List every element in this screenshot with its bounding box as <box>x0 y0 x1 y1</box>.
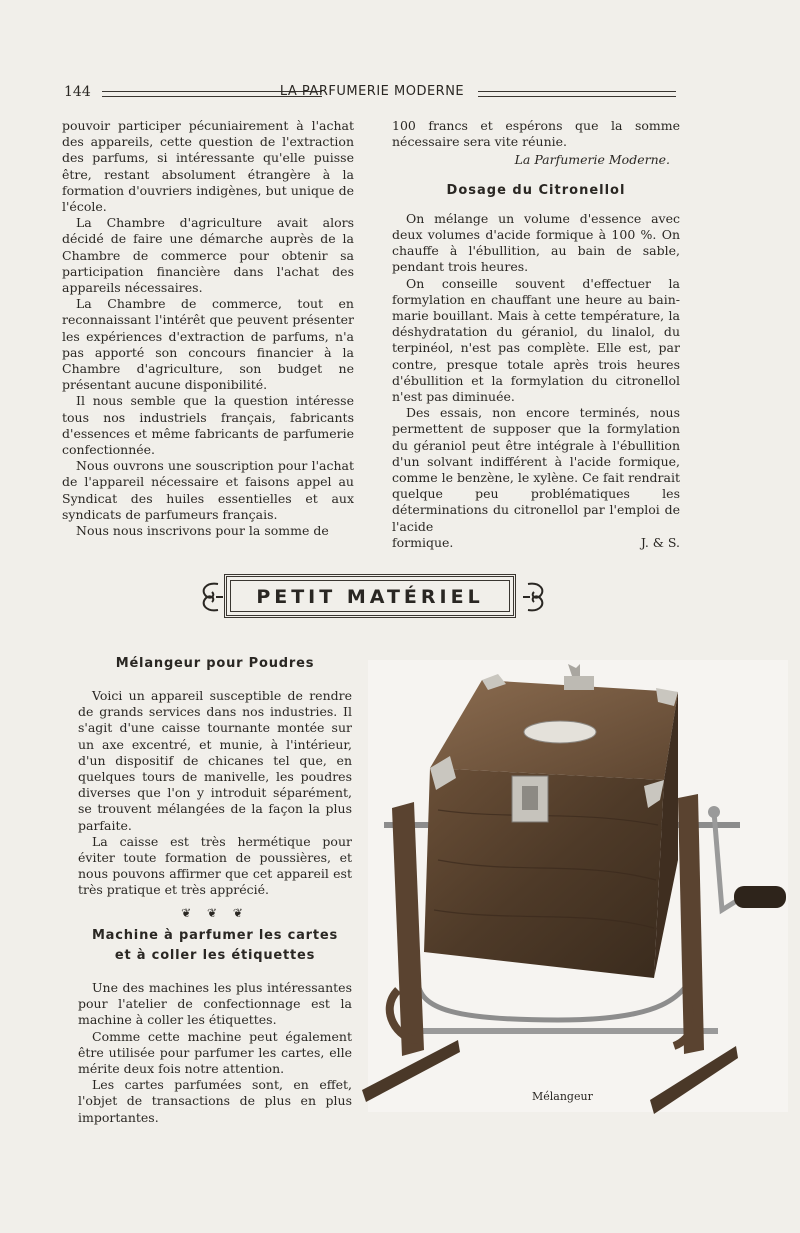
signature: La Parfumerie Moderne. <box>514 152 670 168</box>
page-number: 144 <box>64 84 91 100</box>
paragraph: Voici un appareil susceptible de rendre de grands services dans nos industries. Il s'agit d'une caisse tournante montée sur un axe excentré, et munie, à l'intérieur, d'un dispositif de chicanes tel que, en quelques tours de manivelle, les poudres diverses que l'on y introduit séparément, se trouvent mélangées de la façon la plus parfaite. <box>78 688 352 833</box>
paragraph: Des essais, non encore terminés, nous permettent de supposer que la formylation du géraniol peut être intégrale à l'ébullition d'un solvant indifférent à l'acide formique, comme le benzène, le xylène. Ce fait rendrait quelque peu problématiques les déterminations du citronellol par l'emploi de l'acide <box>392 405 680 534</box>
title-line: et à coller les étiquettes <box>114 948 316 963</box>
title-line: Machine à parfumer les cartes <box>91 928 339 943</box>
running-title: LA PARFUMERIE MODERNE <box>279 84 465 99</box>
paragraph: Comme cette machine peut également être utilisée pour parfumer les cartes, elle mérite deux fois notre attention. <box>78 1028 352 1077</box>
melangeur-illustration <box>358 660 792 1120</box>
machine-section <box>78 926 352 1126</box>
paragraph: La Chambre d'agriculture avait alors décidé de faire une démarche auprès de la Chambre de commerce pour obtenir sa participation financière dans l'achat des appareils nécessaires. <box>62 215 354 296</box>
paragraph: Nous ouvrons une souscription pour l'achat de l'appareil nécessaire et faisons appel au Syndicat des huiles essentielles et aux syndicats de parfumeurs français. <box>62 458 354 522</box>
paragraph: On conseille souvent d'effectuer la formylation en chauffant une heure au bain-marie bouillant. Mais à cette température, la déshydratation du géraniol, du linalol, du terpinéol, n'est pas complète. Elle est, par contre, presque totale après trois heures d'ébullition et la formylation du citronellol n'est pas diminuée. <box>392 275 680 405</box>
paragraph: Il nous semble que la question intéresse tous nos industriels français, fabricants d'essences et même fabricants de parfumerie confectionnée. <box>62 393 354 458</box>
fleuron-divider: ❦ ❦ ❦ <box>181 905 249 920</box>
paragraph: Les cartes parfumées sont, en effet, l'objet de transactions de plus en plus importantes. <box>78 1077 352 1125</box>
header-rule-right <box>478 91 676 97</box>
left-column <box>62 118 354 539</box>
section-title-machine <box>78 926 352 966</box>
author-initials: J. & S. <box>640 534 680 550</box>
paragraph: Une des machines les plus intéressantes pour l'atelier de confectionnage est la machine à coller les étiquettes. <box>78 980 352 1028</box>
right-column <box>392 118 680 551</box>
paragraph: On mélange un volume d'essence avec deux volumes d'acide formique à 100 %. On chauffe à l'ébullition, au bain de sable, pendant trois heures. <box>392 210 680 275</box>
closing-line <box>392 535 680 551</box>
section-title-citronellol: Dosage du Citronellol <box>446 182 626 198</box>
running-head <box>60 84 680 104</box>
banner-label: PETIT MATÉRIEL <box>256 586 484 608</box>
last-word: formique. <box>392 534 454 550</box>
figure-caption: Mélangeur <box>532 1090 593 1103</box>
section-title-melangeur: Mélangeur pour Poudres <box>115 656 315 671</box>
paragraph: La caisse est très hermétique pour éviter toute formation de poussières, et nous pouvons affirmer que cet appareil est très pratique et très apprécié. <box>78 833 352 898</box>
paragraph: 100 francs et espérons que la somme nécessaire sera vite réunie. <box>392 118 680 150</box>
scroll-ornament-icon <box>196 580 224 614</box>
melangeur-section <box>78 654 352 921</box>
scroll-ornament-icon <box>522 580 550 614</box>
paragraph: La Chambre de commerce, tout en reconnaissant l'intérêt que peuvent présenter les expériences d'extraction de parfums, n'a pas apporté son concours financier à la Chambre d'agriculture, son budget ne présentant aucune disponibilité. <box>62 296 354 393</box>
paragraph: pouvoir participer pécuniairement à l'achat des appareils, cette question de l'extraction des parfums, si intéressante qu'elle puisse être, restant absolument étrangère à la formation d'ouvriers indigènes, but unique de l'école. <box>62 118 354 215</box>
paragraph: Nous nous inscrivons pour la somme de <box>76 523 329 539</box>
petit-materiel-banner <box>196 574 552 622</box>
